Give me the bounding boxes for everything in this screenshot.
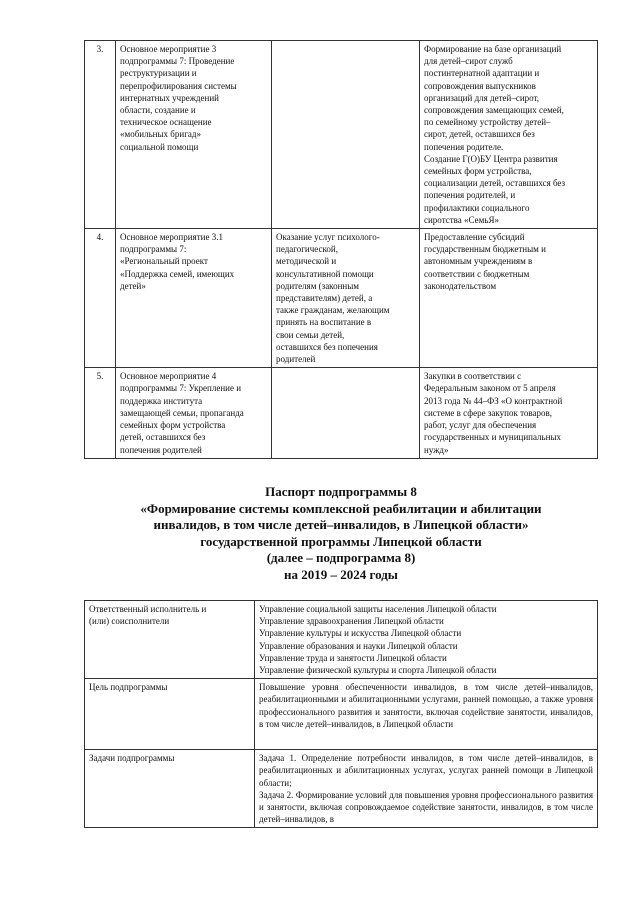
result-cell: Формирование на базе организаций для детей–сирот служб постинтернатной адаптации и сопровождения выпускников организаций для детей–сирот, сопровождения замещающих семей, по семейному устройству детей– сирот, детей, оставшихся без попечения родителе. Создание Г(О)БУ Центра развития семейных форм устройства, социализации детей, оставшихся без попечения родителей, и профилактики социального сиротства «СемьЯ» — [420, 41, 598, 229]
row-label: Цель подпрограммы — [85, 679, 255, 750]
result-cell: Предоставление субсидий государственным бюджетным и автономным учреждениям в соответствии с бюджетным законодательством — [420, 229, 598, 368]
table-row — [85, 679, 598, 750]
tasks-cell — [255, 750, 598, 828]
event-cell: Основное мероприятие 3 подпрограммы 7: Проведение реструктуризации и перепрофилирования системы интернатных учреждений области, создание и техническое оснащение «мобильных бригад» социальной помощи — [116, 41, 272, 229]
passport-title — [84, 484, 598, 584]
table-row — [85, 368, 598, 458]
table-row — [85, 41, 598, 229]
event-cell: Основное мероприятие 4 подпрограммы 7: Укрепление и поддержка института замещающей семьи, пропаганда семейных форм устройства детей, оставшихся без попечения родителей — [116, 368, 272, 458]
title-line: Паспорт подпрограммы 8 — [265, 484, 417, 499]
row-label: Задачи подпрограммы — [85, 750, 255, 828]
goal-text: Повышение уровня обеспеченности инвалидов, в том числе детей–инвалидов, реабилитационными и абилитационными услугами, ранней помощью, а также уровня профессионального развития и занятости, включая содействие занятости, инвалидов, в том числе детей–инвалидов, в Липецкой области — [255, 679, 598, 750]
table-row — [85, 601, 598, 679]
result-cell: Закупки в соответствии с Федеральным законом от 5 апреля 2013 года № 44–ФЗ «О контрактной системе в сфере закупок товаров, работ, услуг для обеспечения государственных и муниципальных нужд» — [420, 368, 598, 458]
middle-cell — [272, 41, 420, 229]
title-line: (далее – подпрограмма 8) — [266, 550, 416, 566]
executors-list: Управление социальной защиты населения Липецкой области Управление здравоохранения Липецкой области Управление культуры и искусства Липецкой области Управление образования и науки Липецкой области Управление труда и занятости Липецкой области Управление физической культуры и спорта Липецкой области — [255, 601, 598, 679]
row-number: 5. — [85, 368, 116, 458]
passport-table — [84, 600, 598, 828]
table-row — [85, 229, 598, 368]
table-row — [85, 750, 598, 828]
row-number: 4. — [85, 229, 116, 368]
title-line: «Формирование системы комплексной реабилитации и абилитации — [140, 500, 542, 516]
row-number: 3. — [85, 41, 116, 229]
middle-cell: Оказание услуг психолого- педагогической, методической и консультативной помощи родителям (законным представителям) детей, а также гражданам, желающим принять на воспитание в свои семьи детей, оставшихся без попечения родителей — [272, 229, 420, 368]
task-2-text: Задача 2. Формирование условий для повышения уровня профессионального развития и занятости, включая сопровождаемое содействие занятости, инвалидов, в том числе детей–инвалидов, в — [259, 789, 593, 825]
title-line: на 2019 – 2024 годы — [284, 566, 398, 582]
middle-cell — [272, 368, 420, 458]
event-cell: Основное мероприятие 3.1 подпрограммы 7: «Региональный проект «Поддержка семей, имеющих детей» — [116, 229, 272, 368]
title-line: государственной программы Липецкой области — [200, 533, 482, 549]
title-line: инвалидов, в том числе детей–инвалидов, в Липецкой области» — [153, 517, 529, 533]
measures-table — [84, 40, 598, 459]
row-label: Ответственный исполнитель и (или) соисполнители — [85, 601, 255, 679]
task-1-text: Задача 1. Определение потребности инвалидов, в том числе детей–инвалидов, в реабилитационных и абилитационных услугах, услугах ранней помощи в Липецкой области; — [259, 753, 593, 788]
